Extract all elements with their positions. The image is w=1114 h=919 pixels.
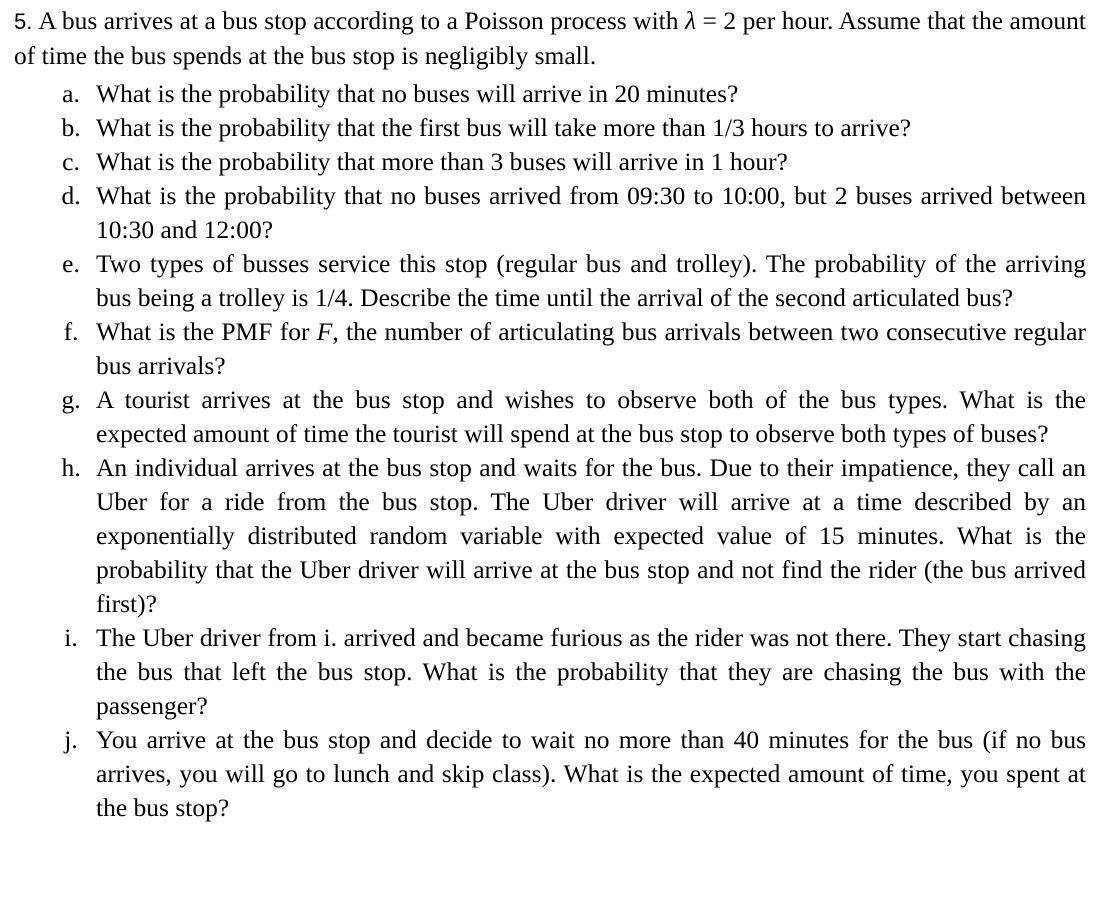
part-g — [14, 383, 1086, 451]
part-text: What is the probability that no buses will arrive in 20 minutes? — [96, 79, 739, 108]
variable-f: F — [316, 317, 333, 346]
part-letter: i. — [64, 623, 78, 652]
intro-text-after-lambda: = 2 per hour. Assume that the amount of time the bus spends at the bus stop is negligibly small. — [14, 6, 1086, 70]
part-letter: c. — [62, 147, 80, 176]
part-text: Two types of busses service this stop (regular bus and trolley). The probability of the arriving bus being a trolley is 1/4. Describe the time until the arrival of the second articulated bus? — [96, 249, 1086, 312]
part-e — [14, 247, 1086, 315]
part-letter: a. — [62, 79, 80, 108]
part-c — [14, 145, 1086, 179]
part-text: What is the probability that no buses arrived from 09:30 to 10:00, but 2 buses arrived between 10:30 and 12:00? — [96, 181, 1086, 244]
lambda-symbol: λ — [685, 6, 697, 35]
part-text: What is the probability that the first bus will take more than 1/3 hours to arrive? — [96, 113, 912, 142]
intro-text-before-lambda: A bus arrives at a bus stop according to a Poisson process with — [38, 6, 686, 35]
part-letter: h. — [61, 453, 81, 482]
part-text-after-variable: , the number of articulating bus arrivals between two consecutive regular bus arrivals? — [96, 317, 1086, 380]
part-text: You arrive at the bus stop and decide to wait no more than 40 minutes for the bus (if no bus arrives, you will go to lunch and skip class). What is the expected amount of time, you spent at the bus stop? — [96, 725, 1086, 822]
part-h — [14, 451, 1086, 621]
part-text: The Uber driver from i. arrived and became furious as the rider was not there. They start chasing the bus that left the bus stop. What is the probability that they are chasing the bus with the passenger? — [96, 623, 1086, 720]
part-letter: e. — [62, 249, 80, 278]
part-i — [14, 621, 1086, 723]
part-f — [14, 315, 1086, 383]
question-intro — [14, 4, 1086, 73]
part-b — [14, 111, 1086, 145]
part-text: A tourist arrives at the bus stop and wishes to observe both of the bus types. What is the expected amount of time the tourist will spend at the bus stop to observe both types of buses? — [96, 385, 1086, 448]
question-number: 5. — [14, 9, 33, 34]
part-text: An individual arrives at the bus stop and waits for the bus. Due to their impatience, they call an Uber for a ride from the bus stop. The Uber driver will arrive at a time described by an exponentially distributed random variable with expected value of 15 minutes. What is the probability that the Uber driver will arrive at the bus stop and not find the rider (the bus arrived first)? — [96, 453, 1086, 618]
question-parts-list — [14, 77, 1086, 825]
part-d — [14, 179, 1086, 247]
part-letter: d. — [61, 181, 81, 210]
part-text — [96, 315, 1086, 383]
part-a — [14, 77, 1086, 111]
part-letter: g. — [61, 385, 81, 414]
part-text-before-variable: What is the PMF for — [96, 317, 317, 346]
part-letter: f. — [63, 317, 79, 346]
part-text: What is the probability that more than 3 buses will arrive in 1 hour? — [96, 147, 788, 176]
part-letter: b. — [61, 113, 81, 142]
part-letter: j. — [64, 725, 78, 754]
part-j — [14, 723, 1086, 825]
